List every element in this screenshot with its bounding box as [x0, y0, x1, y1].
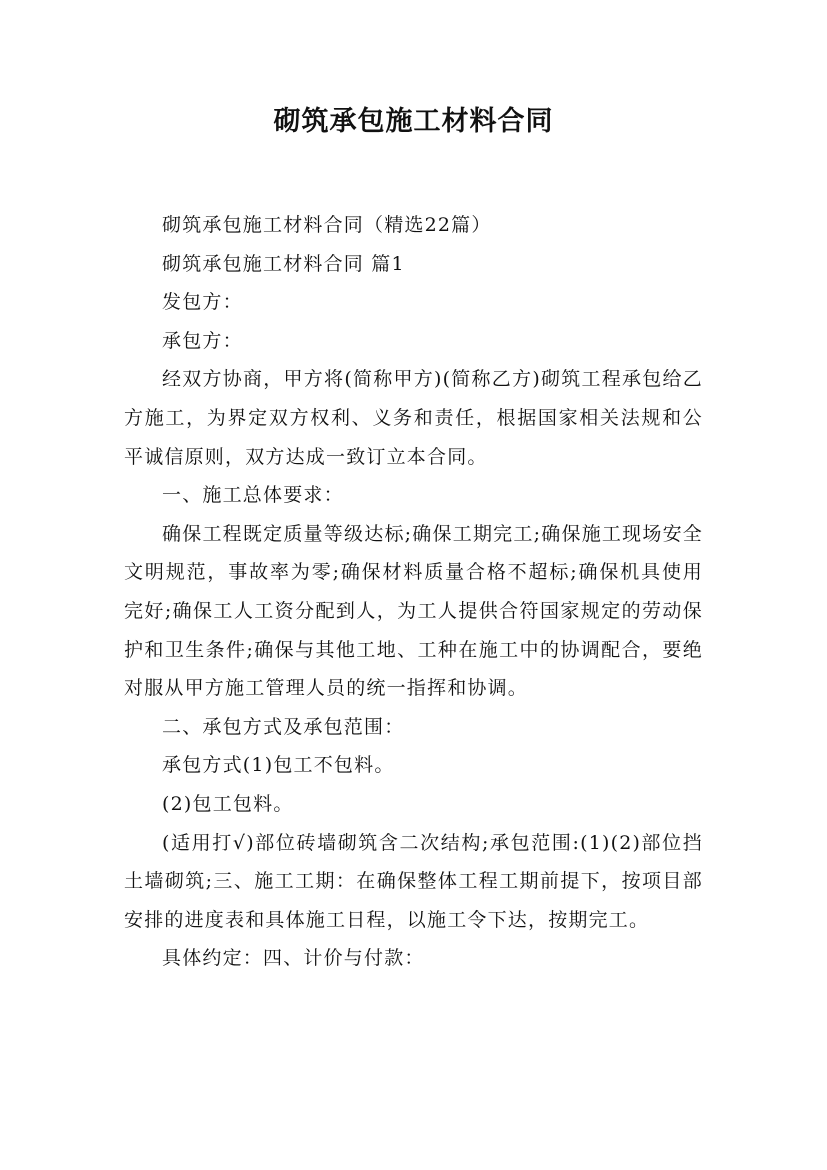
paragraph-article-heading: 砌筑承包施工材料合同 篇1: [162, 252, 405, 275]
document-body: [124, 206, 703, 978]
paragraph-scope-option-2: (2)包工包料。: [162, 792, 294, 815]
paragraph-preamble: 经双方协商，甲方将(简称甲方)(简称乙方)砌筑工程承包给乙方施工，为界定双方权利、义务和责任，根据国家相关法规和公平诚信原则，双方达成一致订立本合同。: [124, 368, 703, 468]
paragraph-employer: 发包方：: [162, 291, 243, 314]
paragraph-scope-and-schedule: (适用打√)部位砖墙砌筑含二次结构;承包范围:(1)(2)部位挡土墙砌筑;三、施工工期：在确保整体工程工期前提下，按项目部安排的进度表和具体施工日程，以施工令下达，按期完工。: [124, 831, 703, 931]
paragraph-collection-title: 砌筑承包施工材料合同（精选22篇）: [162, 214, 492, 236]
paragraph-pricing-heading: 具体约定：四、计价与付款：: [162, 947, 425, 970]
section-heading-scope: 二、承包方式及承包范围：: [162, 715, 405, 738]
paragraph-contractor: 承包方：: [162, 329, 243, 352]
document-title: 砌筑承包施工材料合同: [273, 106, 554, 137]
paragraph-requirements: 确保工程既定质量等级达标;确保工期完工;确保施工现场安全文明规范，事故率为零;确保材料质量合格不超标;确保机具使用完好;确保工人工资分配到人，为工人提供合符国家规定的劳动保护和卫生条件;确保与其他工地、工种在施工中的协调配合，要绝对服从甲方施工管理人员的统一指挥和协调。: [124, 522, 703, 700]
section-heading-requirements: 一、施工总体要求：: [162, 484, 344, 507]
paragraph-scope-option-1: 承包方式(1)包工不包料。: [162, 754, 395, 777]
